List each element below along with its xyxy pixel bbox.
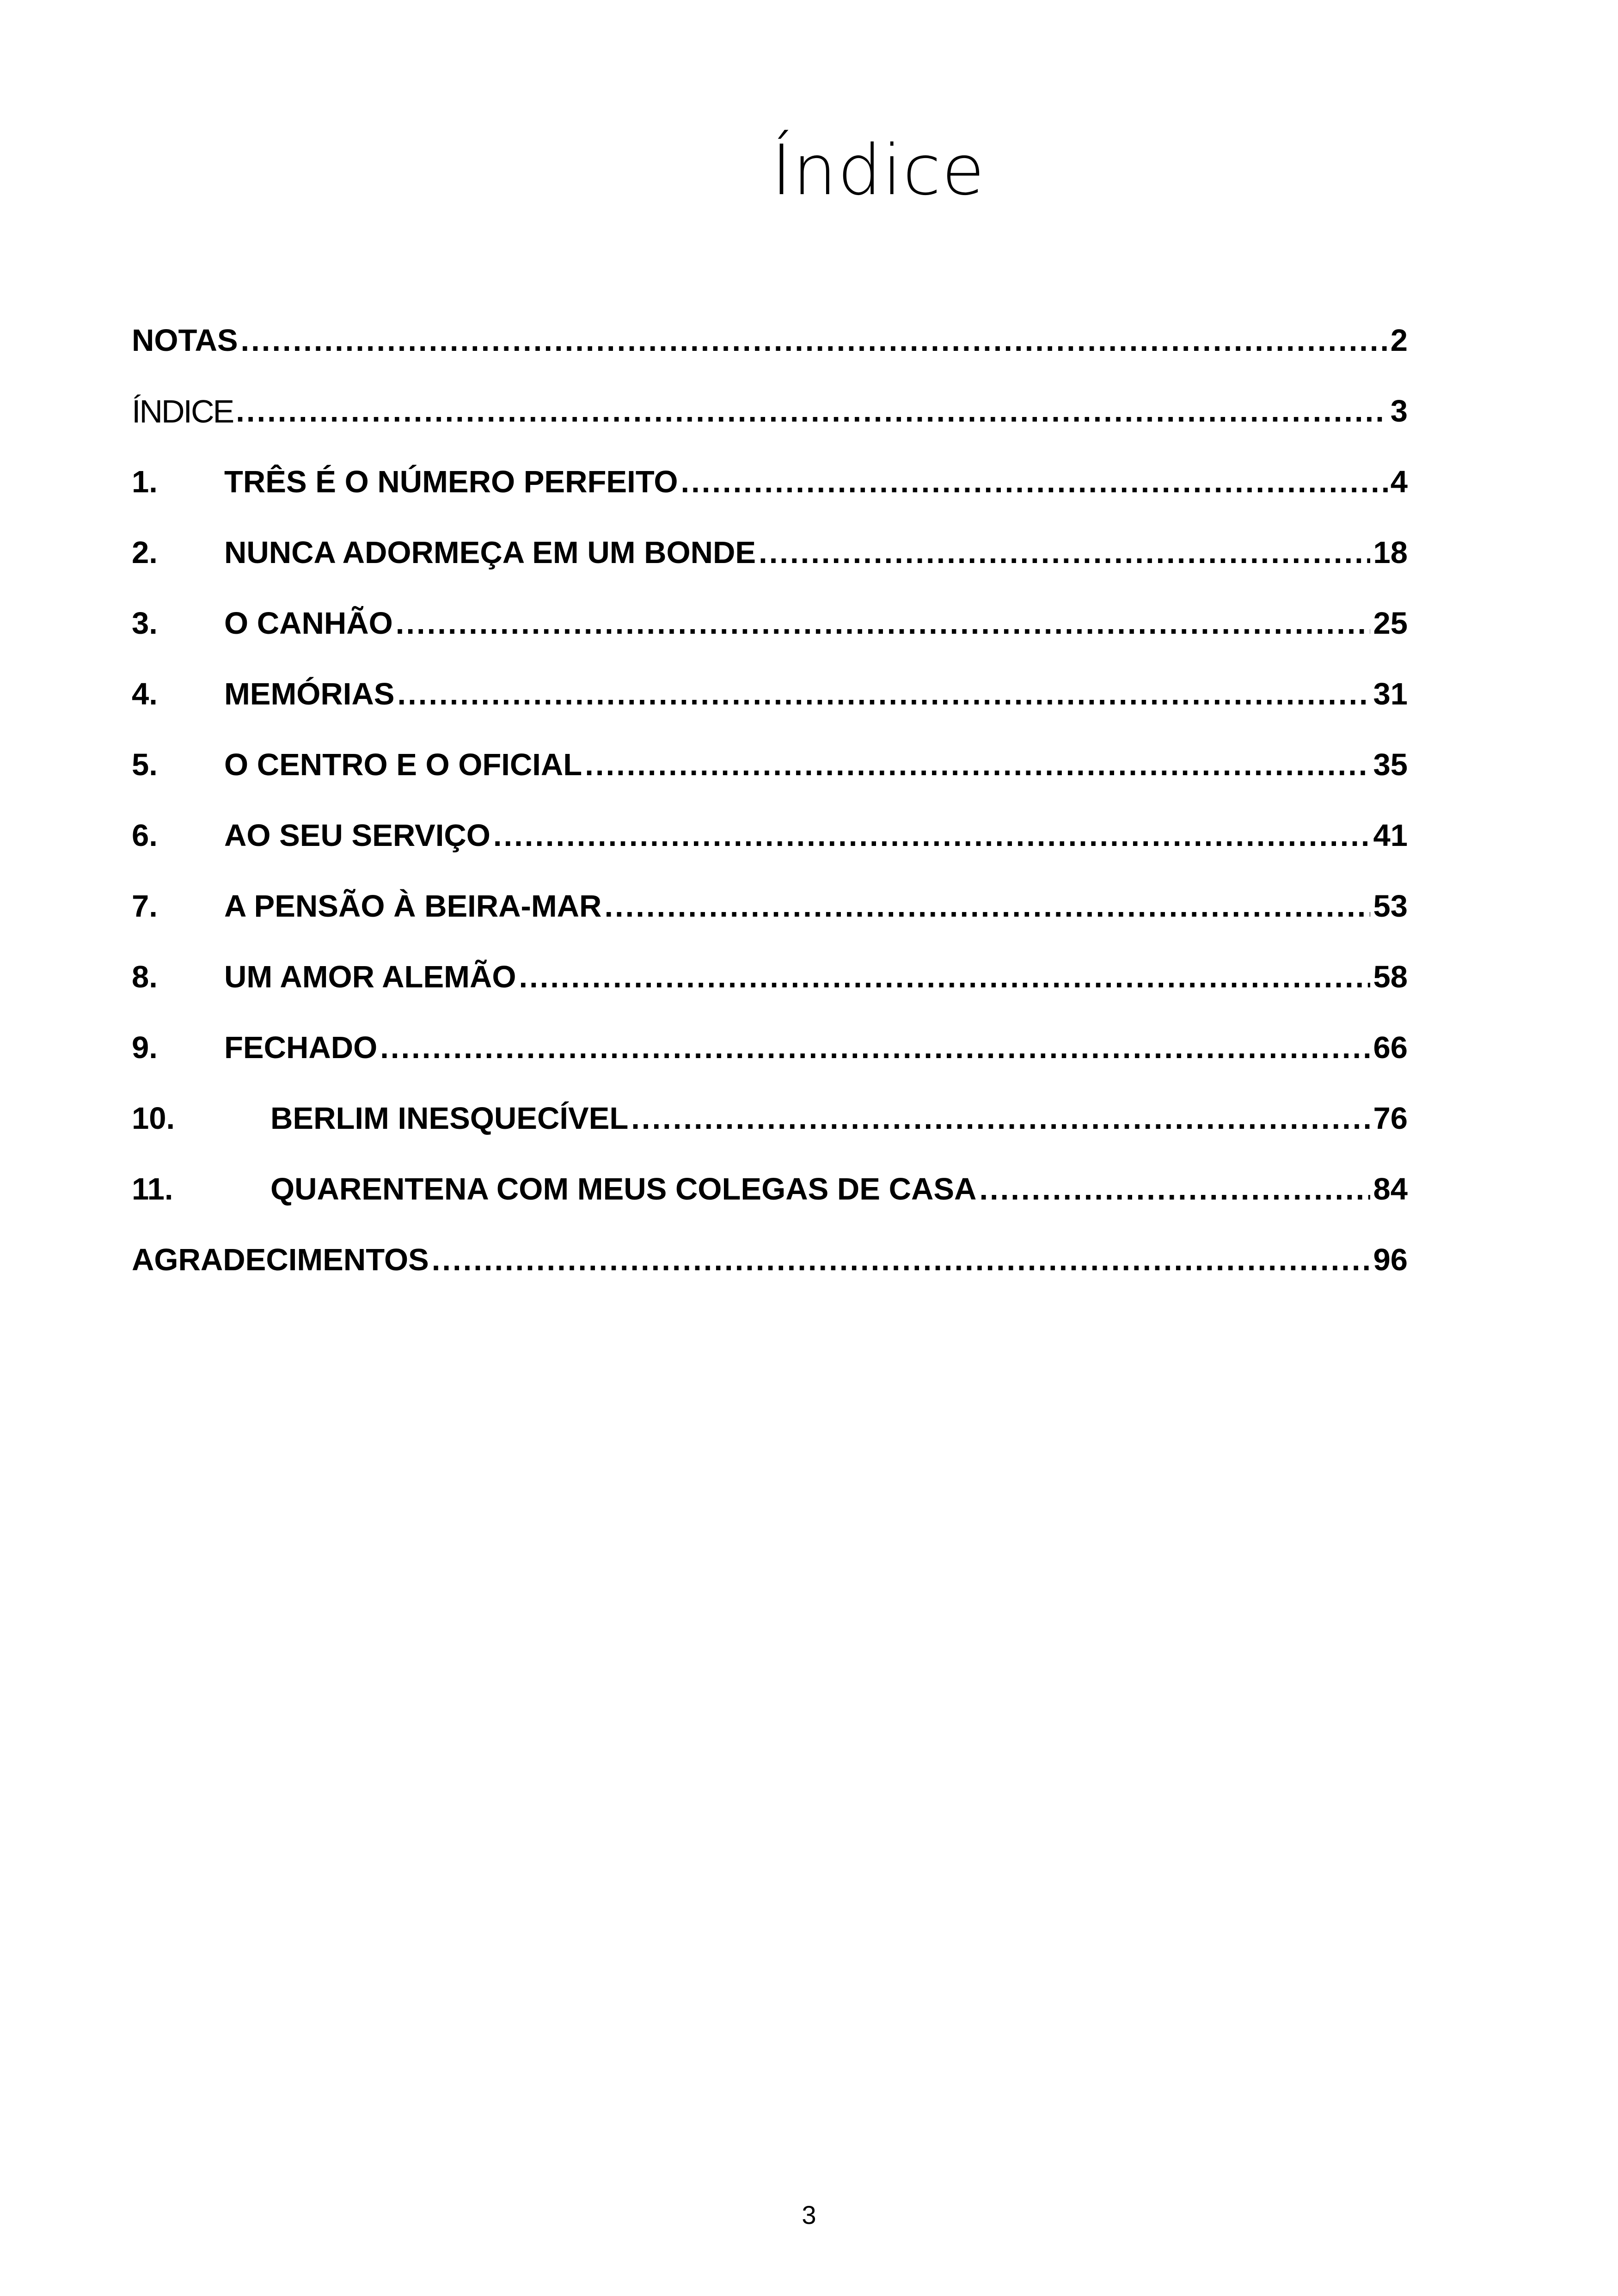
toc-entry-agradecimentos[interactable] [132,1225,1408,1295]
toc-leader-dots [681,464,1388,500]
toc-leader-dots [604,888,1370,924]
toc-entry-chapter-11[interactable] [132,1154,1408,1225]
toc-entry-page: 53 [1373,889,1408,924]
toc-entry-chapter-2[interactable] [132,517,1408,588]
toc-entry-chapter-10[interactable] [132,1083,1408,1154]
toc-entry-notas[interactable] [132,305,1408,376]
toc-entry-chapter-9[interactable] [132,1012,1408,1083]
toc-entry-label: FECHADO [224,1030,378,1065]
toc-entry-label: NOTAS [132,323,238,358]
toc-entry-page: 41 [1373,818,1408,853]
toc-entry-chapter-1[interactable] [132,447,1408,517]
toc-entry-number: 5. [132,747,158,782]
table-of-contents [132,305,1408,1295]
toc-entry-number: 2. [132,535,158,570]
toc-entry-label: QUARENTENA COM MEUS COLEGAS DE CASA [270,1172,977,1206]
toc-entry-label: O CANHÃO [224,606,393,641]
page-title: Índice [771,130,986,211]
toc-leader-dots [519,959,1370,995]
toc-entry-label: O CENTRO E O OFICIAL [224,747,582,782]
toc-entry-chapter-5[interactable] [132,729,1408,800]
toc-entry-chapter-7[interactable] [132,871,1408,942]
toc-entry-page: 2 [1390,323,1408,358]
toc-entry-number: 8. [132,960,158,994]
toc-entry-number: 3. [132,606,158,641]
toc-entry-page: 66 [1373,1030,1408,1065]
toc-leader-dots [432,1242,1371,1278]
toc-entry-chapter-6[interactable] [132,800,1408,871]
toc-entry-page: 25 [1373,606,1408,641]
toc-leader-dots [380,1030,1370,1065]
toc-entry-page: 76 [1373,1101,1408,1136]
toc-entry-page: 3 [1390,394,1408,429]
toc-entry-page: 96 [1373,1243,1408,1277]
toc-entry-page: 18 [1373,535,1408,570]
toc-leader-dots [241,323,1388,358]
toc-leader-dots [585,747,1370,783]
toc-entry-chapter-4[interactable] [132,659,1408,729]
toc-entry-number: 6. [132,818,158,853]
toc-entry-page: 58 [1373,960,1408,994]
toc-entry-label: AO SEU SERVIÇO [224,818,490,853]
toc-leader-dots [396,606,1371,641]
toc-entry-chapter-8[interactable] [132,942,1408,1012]
toc-entry-page: 84 [1373,1172,1408,1206]
toc-entry-number: 11. [132,1172,173,1206]
toc-entry-label: ÍNDICE [132,393,233,429]
toc-entry-label: NUNCA ADORMEÇA EM UM BONDE [224,535,756,570]
toc-leader-dots [759,535,1370,570]
toc-leader-dots [236,393,1387,429]
toc-entry-label: MEMÓRIAS [224,677,395,711]
page-number: 3 [802,2200,816,2229]
toc-entry-page: 4 [1390,465,1408,499]
toc-entry-label: A PENSÃO À BEIRA-MAR [224,889,602,924]
toc-entry-label: AGRADECIMENTOS [132,1243,429,1277]
toc-leader-dots [493,818,1371,853]
toc-entry-number: 10. [132,1101,175,1136]
toc-leader-dots [979,1171,1370,1207]
toc-entry-number: 9. [132,1030,158,1065]
toc-entry-label: TRÊS É O NÚMERO PERFEITO [224,465,678,499]
toc-entry-label: UM AMOR ALEMÃO [224,960,516,994]
toc-leader-dots [398,676,1371,712]
toc-entry-number: 7. [132,889,158,924]
toc-entry-label: BERLIM INESQUECÍVEL [270,1101,629,1136]
toc-entry-page: 31 [1373,677,1408,711]
toc-entry-number: 4. [132,677,158,711]
toc-leader-dots [631,1101,1370,1136]
toc-entry-indice[interactable] [132,376,1408,447]
toc-entry-number: 1. [132,465,158,499]
toc-entry-page: 35 [1373,747,1408,782]
toc-entry-chapter-3[interactable] [132,588,1408,659]
